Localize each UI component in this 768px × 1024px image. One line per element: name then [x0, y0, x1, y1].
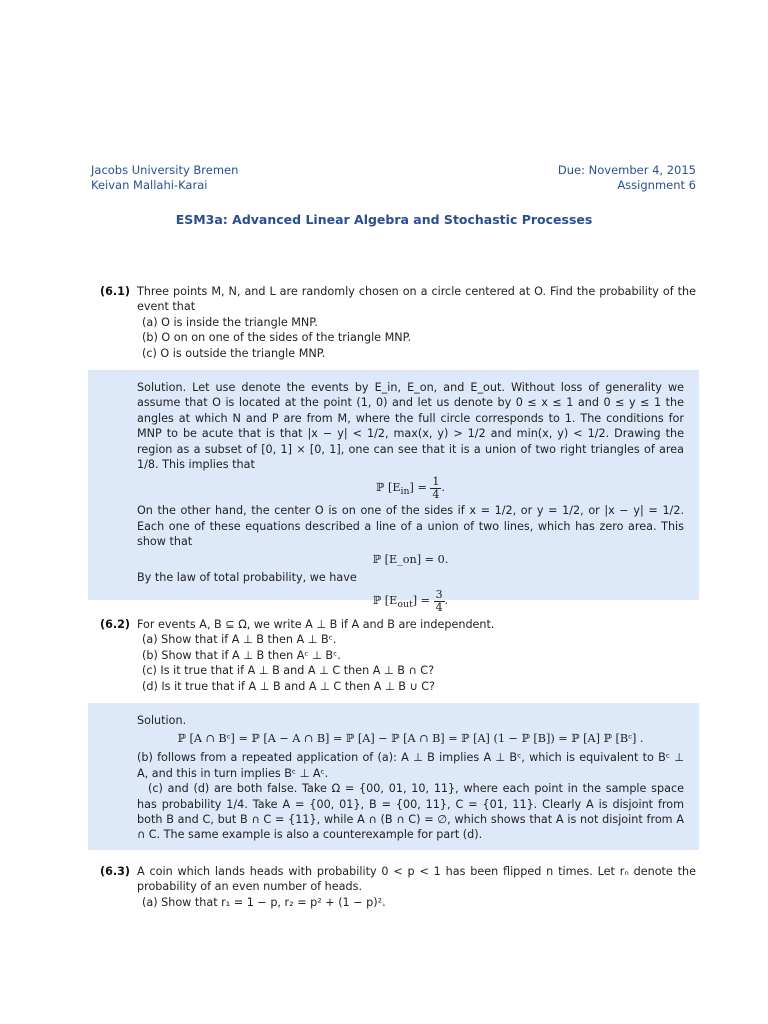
equation-lhs: ℙ [E — [376, 481, 401, 495]
solution-paragraph: On the other hand, the center O is on one of the sides if x = 1/2, or y = 1/2, or |x − y| = 1/2. Each one of these equations described a line of a union of two lines, which has zero area. This show that — [137, 504, 684, 549]
solution-6-2 — [88, 703, 699, 850]
equation-e-in — [137, 472, 684, 503]
problem-text: A coin which lands heads with probability 0 < p < 1 has been flipped n times. Let rₙ denote the probability of an even number of heads. — [137, 865, 696, 894]
equation-end: . — [441, 481, 445, 495]
fraction-denominator: 4 — [432, 487, 440, 501]
problem-text: Three points M, N, and L are randomly chosen on a circle centered at O. Find the probability of the event that — [137, 285, 696, 314]
problem-text: For events A, B ⊆ Ω, we write A ⊥ B if A and B are independent. — [137, 618, 495, 631]
equation-subscript: in — [400, 486, 410, 498]
problem-6-3 — [100, 864, 696, 910]
equation-mid: ] = — [412, 594, 431, 608]
problem-number: (6.3) — [100, 865, 131, 878]
problem-item: (a) Show that if A ⊥ B then A ⊥ Bᶜ. — [142, 633, 337, 647]
solution-equation: ℙ [A ∩ Bᶜ] = ℙ [A − A ∩ B] = ℙ [A] − ℙ [A ∩ B] = ℙ [A] (1 − ℙ [B]) = ℙ [A] ℙ [Bᶜ] . — [177, 732, 644, 746]
fraction-denominator: 4 — [435, 600, 443, 614]
header-left — [91, 163, 238, 192]
problem-item: (b) O on on one of the sides of the triangle MNP. — [142, 331, 412, 345]
solution-label: Solution. — [137, 714, 187, 727]
equation-subscript: out — [397, 599, 413, 611]
assignment-number: Assignment 6 — [617, 177, 696, 192]
problem-6-2 — [100, 617, 696, 694]
equation-e-on: ℙ [E_on] = 0. — [372, 552, 449, 566]
problem-item: (c) Is it true that if A ⊥ B and A ⊥ C then A ⊥ B ∩ C? — [142, 664, 435, 678]
fraction-numerator: 1 — [432, 474, 440, 488]
equation-end: . — [444, 594, 449, 608]
header-right — [558, 163, 696, 192]
university-name: Jacobs University Bremen — [91, 163, 239, 177]
problem-item: (a) O is inside the triangle MNP. — [142, 315, 318, 329]
problem-6-1 — [100, 284, 696, 361]
problem-item: (d) Is it true that if A ⊥ B and A ⊥ C then A ⊥ B ∪ C? — [142, 679, 435, 693]
solution-paragraph: Solution. Let use denote the events by E_in, E_on, and E_out. Without loss of generality we assume that O is located at the point (1, 0) and let us denote by 0 ≤ x ≤ 1 and 0 ≤ y ≤ 1 the angles at which N and P are from M, where the full circle corresponds to 1. The conditions for MNP to be acute that is that |x − y| < 1/2, max(x, y) > 1/2 and min(x, y) < 1/2. Drawing the region as a subset of [0, 1] × [0, 1], one can see that it is a union of two right triangles of area 1/8. This implies that — [137, 381, 684, 472]
solution-6-1 — [88, 370, 699, 614]
problem-item: (b) Show that if A ⊥ B then Aᶜ ⊥ Bᶜ. — [142, 648, 341, 662]
fraction — [430, 476, 441, 501]
equation-e-out — [137, 585, 684, 616]
document-title: ESM3a: Advanced Linear Algebra and Stochastic Processes — [175, 212, 593, 227]
problem-number: (6.2) — [100, 618, 131, 631]
problem-item: (c) O is outside the triangle MNP. — [142, 346, 326, 360]
equation-mid: ] = — [409, 481, 427, 495]
problem-item: (a) Show that r₁ = 1 − p, r₂ = p² + (1 − p)². — [142, 895, 386, 909]
problem-items — [142, 632, 696, 694]
equation-lhs: ℙ [E — [372, 594, 398, 608]
author-name: Keivan Mallahi-Karai — [91, 177, 208, 192]
fraction — [434, 589, 445, 614]
fraction-numerator: 3 — [435, 587, 443, 601]
solution-paragraph: By the law of total probability, we have — [137, 570, 357, 584]
due-date: Due: November 4, 2015 — [557, 163, 696, 177]
problem-number: (6.1) — [100, 285, 131, 298]
solution-paragraph: (b) follows from a repeated application of (a): A ⊥ B implies A ⊥ Bᶜ, which is equivalent to Bᶜ ⊥ A, and this in turn implies Bᶜ ⊥ Aᶜ. — [137, 751, 684, 780]
problem-items — [142, 315, 696, 361]
problem-items — [142, 895, 696, 910]
solution-paragraph: (c) and (d) are both false. Take Ω = {00, 01, 10, 11}, where each point in the sample space has probability 1/4. Take A = {00, 01}, B = {00, 11}, C = {01, 11}. Clearly A is disjoint from both B and C, but B ∩ C = {11}, while A ∩ (B ∩ C) = ∅, which shows that A is not disjoint from A ∩ C. The same example is also a counterexample for part (d). — [137, 782, 684, 842]
